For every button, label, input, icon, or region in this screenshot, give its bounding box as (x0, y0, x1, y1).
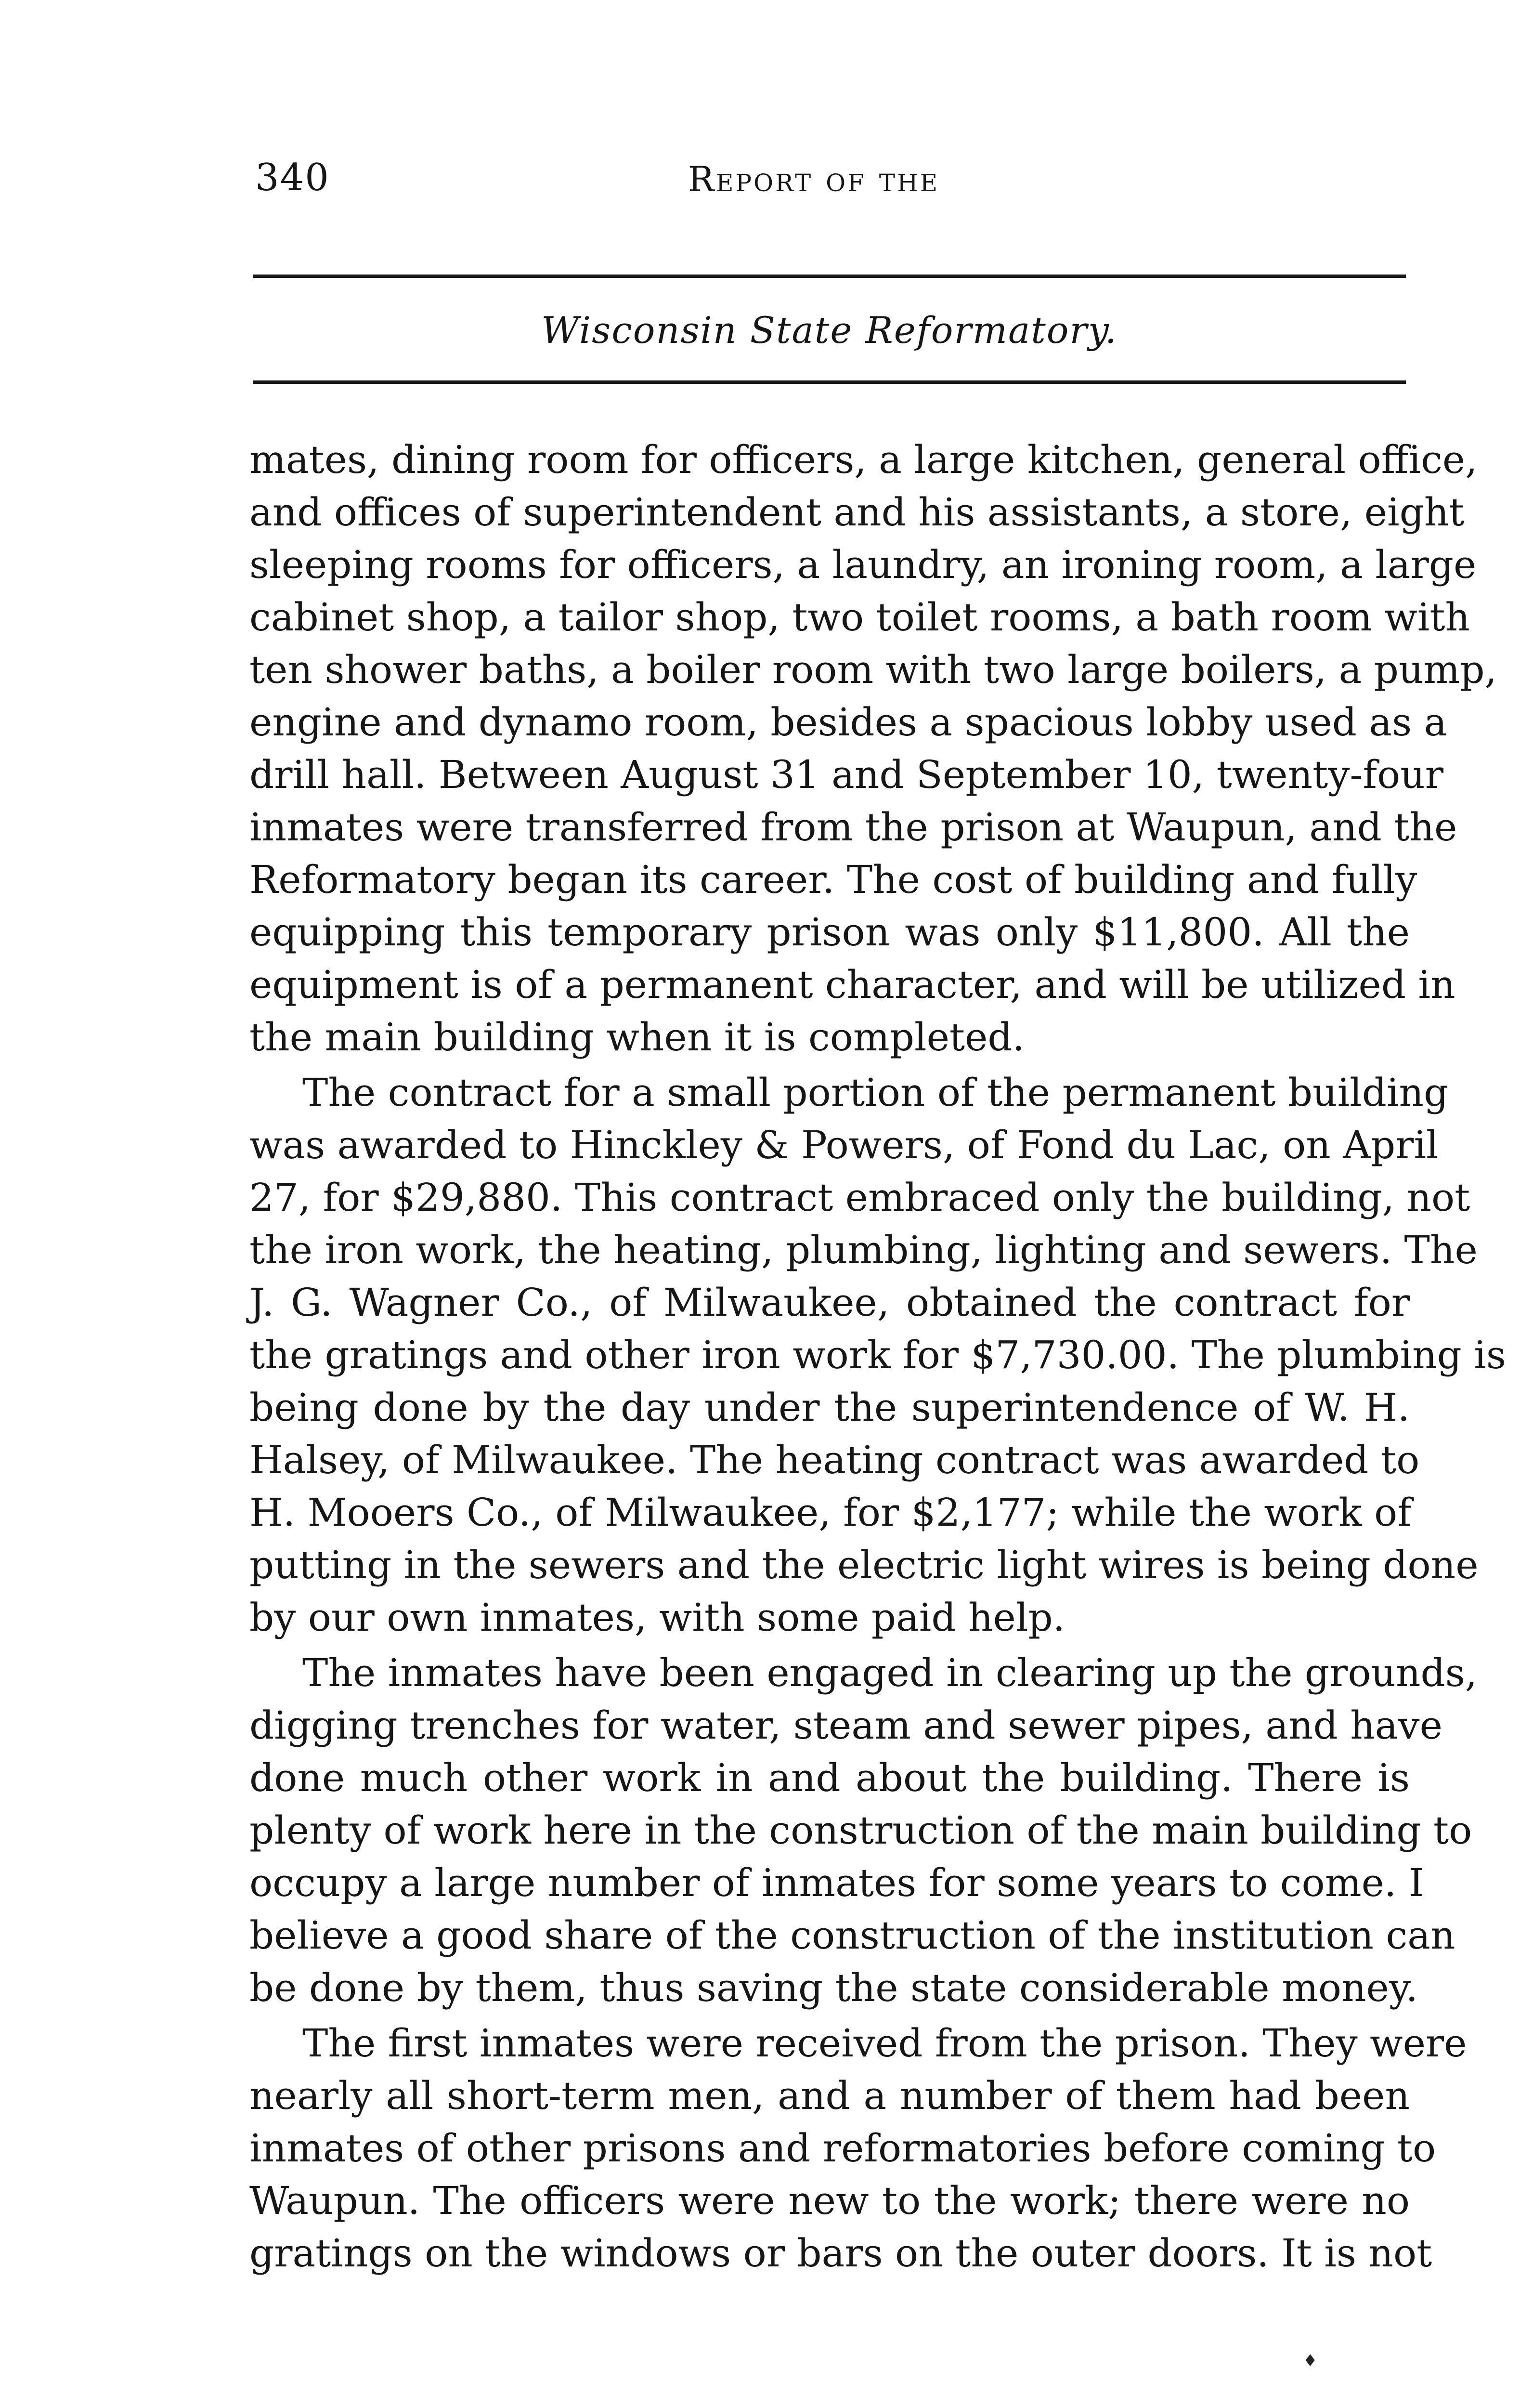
text-line: ten shower baths, a boiler room with two large boilers, a pump, (249, 647, 1497, 692)
text-line: J. G. Wagner Co., of Milwaukee, obtained the contract for (249, 1280, 1410, 1325)
text-line: was awarded to Hinckley & Powers, of Fond du Lac, on April (249, 1123, 1439, 1167)
text-line: drill hall. Between August 31 and September 10, twenty-four (249, 752, 1444, 797)
header-rule-top (253, 275, 1406, 278)
text-line: equipment is of a permanent character, and will be utilized in (249, 962, 1455, 1007)
paragraph (249, 1066, 1506, 1644)
text-line: equipping this temporary prison was only $11,800. All the (249, 910, 1410, 955)
running-head: Report of the (688, 159, 940, 199)
text-line: the gratings and other iron work for $7,730.00. The plumbing is (249, 1333, 1506, 1377)
printer-mark-icon: ♦ (1303, 2351, 1318, 2370)
text-line: nearly all short-term men, and a number of them had been (249, 2073, 1410, 2118)
body-text (249, 433, 1506, 2279)
text-line: cabinet shop, a tailor shop, two toilet rooms, a bath room with (249, 595, 1470, 640)
paragraph (249, 2017, 1467, 2279)
paragraph (249, 1647, 1478, 2014)
text-line: occupy a large number of inmates for some years to come. I (249, 1860, 1424, 1905)
paragraph (249, 433, 1497, 1063)
text-line: plenty of work here in the construction of the main building to (249, 1808, 1472, 1853)
text-line: digging trenches for water, steam and sewer pipes, and have (249, 1703, 1442, 1748)
text-line: The contract for a small portion of the permanent building (302, 1070, 1449, 1115)
header-rule-bottom (253, 380, 1406, 384)
text-line: and offices of superintendent and his assistants, a store, eight (249, 490, 1465, 535)
text-line: engine and dynamo room, besides a spacious lobby used as a (249, 700, 1447, 745)
text-line: putting in the sewers and the electric light wires is being done (249, 1543, 1479, 1587)
section-title: Wisconsin State Reformatory. (541, 309, 1117, 352)
text-line: the main building when it is completed. (249, 1015, 1025, 1060)
text-line: the iron work, the heating, plumbing, lighting and sewers. The (249, 1228, 1478, 1272)
text-line: be done by them, thus saving the state considerable money. (249, 1965, 1418, 2010)
text-line: believe a good share of the construction of the institution can (249, 1913, 1455, 1958)
text-line: mates, dining room for officers, a large kitchen, general office, (249, 437, 1478, 482)
text-line: sleeping rooms for officers, a laundry, an ironing room, a large (249, 542, 1477, 587)
text-line: H. Mooers Co., of Milwaukee, for $2,177; while the work of (249, 1490, 1412, 1535)
text-line: Waupun. The officers were new to the work; there were no (249, 2178, 1410, 2223)
text-line: being done by the day under the superintendence of W. H. (249, 1385, 1410, 1430)
text-line: Reformatory began its career. The cost of building and fully (249, 857, 1417, 902)
text-line: The inmates have been engaged in clearing up the grounds, (302, 1650, 1478, 1695)
text-line: gratings on the windows or bars on the outer doors. It is not (249, 2231, 1432, 2276)
text-line: inmates of other prisons and reformatories before coming to (249, 2126, 1436, 2171)
text-line: The first inmates were received from the prison. They were (302, 2021, 1467, 2066)
text-line: inmates were transferred from the prison at Waupun, and the (249, 805, 1457, 850)
text-line: by our own inmates, with some paid help. (249, 1595, 1065, 1640)
text-line: 27, for $29,880. This contract embraced only the building, not (249, 1175, 1470, 1220)
text-line: done much other work in and about the building. There is (249, 1755, 1410, 1800)
page-number: 340 (255, 156, 330, 199)
text-line: Halsey, of Milwaukee. The heating contract was awarded to (249, 1438, 1420, 1482)
